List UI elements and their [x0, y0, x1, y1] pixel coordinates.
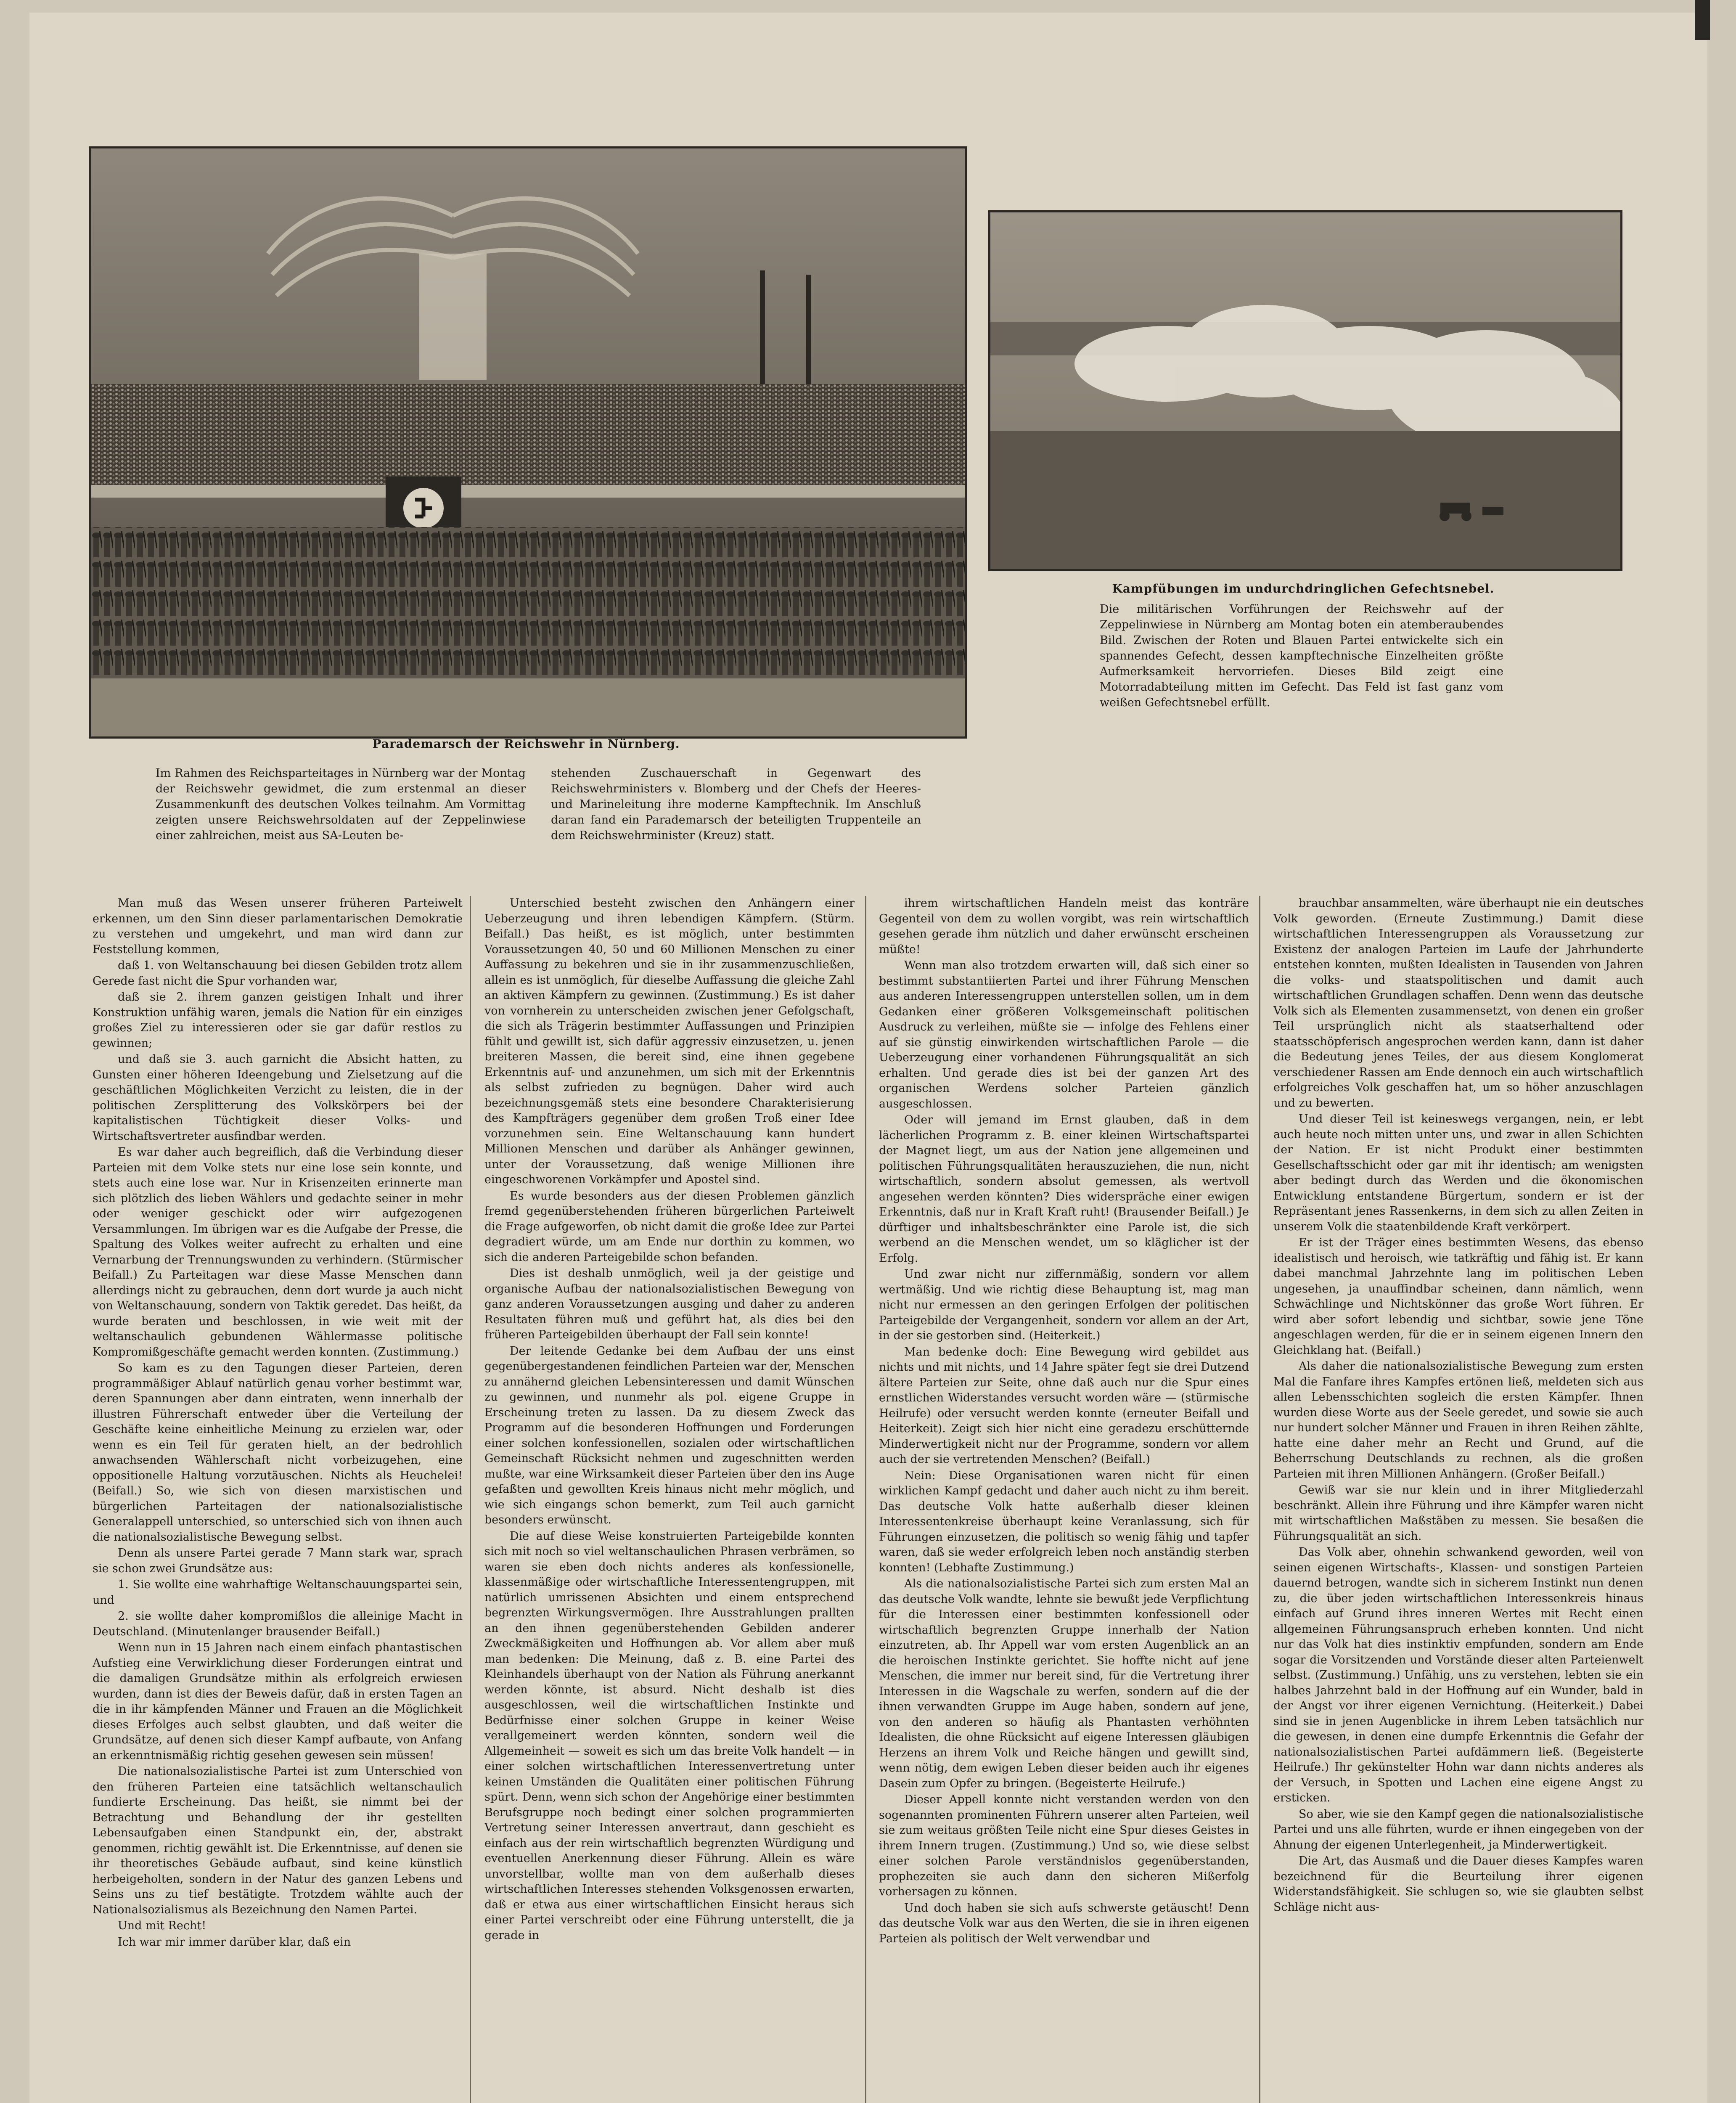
intro-text-right: stehenden Zuschauerschaft in Gegenwart des Reichswehrministers v. Blomberg und der Chefs der Heeres- und Marineleitung ihre moderne Kampftechnik. Im Anschluß daran fand ein Parademarsch der beteiligten Truppenteile an dem Reichswehrminister (Kreuz) statt.: [551, 767, 921, 842]
article-paragraph: Es war daher auch begreiflich, daß die Verbindung dieser Parteien mit dem Volke stets nur eine lose sein konnte, und stets auch eine lose war. Nur in Krisenzeiten erinnerte man sich plötzlich des lieben Wählers und gedachte seiner in mehr oder weniger geschickt oder wirr aufgezogenen Versammlungen. Im übrigen war es die Aufgabe der Presse, die Spaltung des Volkes weiter aufrecht zu erhalten und eine Vernarbung der Trennungswunden zu verhindern. (Stürmischer Beifall.) Zu Parteitagen war diese Masse Menschen dann allerdings nicht zu gebrauchen, denn dort wurde ja auch nicht von Weltanschauung, sondern von Taktik geredet. Das heißt, da wurde beraten und beschlossen, in wie weit mit der weltanschaulich gebundenen Wählermasse politische Kompromißgeschäfte gemacht werden konnten. (Zustimmung.): [93, 1146, 463, 1359]
article-paragraph: Dieser Appell konnte nicht verstanden werden von den sogenannten prominenten Führern unserer alten Parteien, weil sie zum weitaus größten Teile nicht eine Spur dieses Geistes in ihrem Innern trugen. (Zustimmung.) Und so, wie diese selbst einer solchen Parole verständnislos gegenüberstanden, prophezeiten sie auch dann den sicheren Mißerfolg vorhersagen zu können.: [879, 1793, 1249, 1898]
parade-photo: [89, 146, 967, 739]
exercise-photo: [988, 210, 1622, 571]
article-paragraph: Das Volk aber, ohnehin schwankend geworden, weil von seinen eigenen Wirtschafts-, Klassen- und sonstigen Parteien dauernd betrogen, wandte sich in sicherem Instinkt nun denen zu, die über jeden wirtschaftlichen Interessenkreis hinaus einfach auf Grund ihres inneren Wertes mit Recht einen allgemeinen Führungsanspruch erheben konnten. Und nicht nur das Volk hat dies instinktiv empfunden, sondern am Ende sogar die Vorsitzenden und Vorstände dieser alten Parteienwelt selbst. (Zustimmung.) Unfähig, uns zu verstehen, lebten sie ein halbes Jahrzehnt bald in der Hoffnung auf ein Wunder, bald in der Angst vor ihrer eigenen Vernichtung. (Heiterkeit.) Dabei sind sie in jenen Augenblicke in ihrem Leben tatsächlich nur die gewesen, in denen eine dumpfe Erkenntnis die Gefahr der nationalsozialistischen Partei aufdämmern ließ. (Begeisterte Heilrufe.) Ihr gekünstelter Hohn war dann nichts anderes als der Versuch, in Spotten und Lachen eine eigene Angst zu ersticken.: [1273, 1546, 1643, 1804]
article-paragraph: Man muß das Wesen unserer früheren Parteiwelt erkennen, um den Sinn dieser parlamentarischen Demokratie zu verstehen und umgekehrt, und man wird dann zur Feststellung kommen,: [93, 897, 463, 956]
article-paragraph: Man bedenke doch: Eine Bewegung wird gebildet aus nichts und mit nichts, und 14 Jahre später fegt sie drei Dutzend ältere Parteien zur Seite, ohne daß auch nur die Spur eines ernstlichen Widerstandes versucht worden wäre — (stürmische Heilrufe) oder versucht werden konnte (erneuter Beifall und Heiterkeit). Zeigt sich hier nicht eine geradezu erschütternde Minderwertigkeit nicht nur der Programme, sondern vor allem auch der sie vertretenden Menschen? (Beifall.): [879, 1345, 1249, 1466]
article-paragraph: Wenn nun in 15 Jahren nach einem einfach phantastischen Aufstieg eine Verwirklichung dieser Forderungen eintrat und die damaligen Grundsätze mithin als erfolgreich erwiesen wurden, dann ist dies der Beweis dafür, daß in ersten Tagen an die in ihr kämpfenden Männer und Frauen an die Möglichkeit dieses Erfolges auch selbst glaubten, und daß weiter die Grundsätze, auf denen sich dieser Kampf aufbaute, von Anfang an erkenntnismäßig richtig gesehen gewesen sein müssen!: [93, 1641, 463, 1762]
article-paragraph: Denn als unsere Partei gerade 7 Mann stark war, sprach sie schon zwei Grundsätze aus:: [93, 1547, 463, 1575]
article-column-2: [484, 896, 855, 2103]
article-paragraph: So kam es zu den Tagungen dieser Parteien, deren programmäßiger Ablauf natürlich genau vorher bestimmt war, deren Spannungen aber dann eintraten, wenn innerhalb der illustren Führerschaft entweder über die Verteilung der Geschäfte keine einheitliche Meinung zu erzielen war, oder wenn es ein Teil für geraten hielt, an der bedrohlich anwachsenden Wählerschaft nicht vorbeizugehen, eine oppositionelle Haltung vorzutäuschen. Nichts als Heuchelei! (Beifall.) So, wie sich von diesen marxistischen und bürgerlichen Parteitagen der nationalsozialistische Generalappell unterschied, so unterschied sich von ihnen auch die nationalsozialistische Bewegung selbst.: [93, 1361, 463, 1544]
article-paragraph: Gewiß war sie nur klein und in ihrer Mitgliederzahl beschränkt. Allein ihre Führung und ihre Kämpfer waren nicht mit wirtschaftlichen Maßstäben zu messen. Sie besaßen die Führungsqualität an sich.: [1273, 1483, 1643, 1543]
article-paragraph: ihrem wirtschaftlichen Handeln meist das konträre Gegenteil von dem zu wollen vorgibt, was rein wirtschaftlich gesehen gerade ihm nützlich und daher erwünscht erscheinen müßte!: [879, 897, 1249, 956]
parade-caption: Parademarsch der Reichswehr in Nürnberg.: [372, 737, 680, 751]
exercise-description: Die militärischen Vorführungen der Reichswehr auf der Zeppelinwiese in Nürnberg am Montag boten ein atemberaubendes Bild. Zwischen der Roten und Blauen Partei entwickelte sich ein spannendes Gefecht, dessen kampftechnische Einzelheiten größte Aufmerksamkeit hervorriefen. Dieses Bild zeigt eine Motorradabteilung mitten im Gefecht. Das Feld ist fast ganz vom weißen Gefechtsnebel erfüllt.: [1100, 603, 1503, 709]
article-paragraph: Dies ist deshalb unmöglich, weil ja der geistige und organische Aufbau der nationalsozialistischen Bewegung von ganz anderen Voraussetzungen ausging und daher zu anderen Resultaten führen muß und geführt hat, als dies bei den früheren Parteigebilden überhaupt der Fall sein konnte!: [484, 1267, 855, 1341]
article-paragraph: Der leitende Gedanke bei dem Aufbau der uns einst gegenübergestandenen feindlichen Parteien war der, Menschen zu annähernd gleichen Lebensinteressen und damit Wünschen zu gewinnen, und nunmehr als pol. eigene Gruppe in Erscheinung treten zu lassen. Da zu diesem Zweck das Programm auf die besonderen Hoffnungen und Forderungen einer solchen konfessionellen, sozialen oder wirtschaftlichen Gemeinschaft Rücksicht nehmen und zugeschnitten werden mußte, war eine Wirksamkeit dieser Parteien über den ins Auge gefaßten und gewollten Kreis hinaus nicht mehr möglich, und wie sich eingangs schon bemerkt, zum Teil auch garnicht besonders erwünscht.: [484, 1344, 855, 1526]
article-paragraph: Nein: Diese Organisationen waren nicht für einen wirklichen Kampf gedacht und daher auch nicht zu ihm bereit. Das deutsche Volk hatte außerhalb dieser kleinen Interessentenkreise überhaupt keine Veranlassung, sich für Führungen einzusetzen, die politisch so wenig fähig und tapfer waren, daß sie weder erfolgreich leben noch anständig sterben konnten! (Lebhafte Zustimmung.): [879, 1469, 1249, 1574]
newspaper-page: [29, 13, 1707, 2103]
exercise-caption: Kampfübungen im undurchdringlichen Gefechtsnebel.: [1112, 582, 1495, 596]
column-rule: [470, 896, 471, 2103]
column-rule: [865, 896, 866, 2103]
column-rule: [1259, 896, 1260, 2103]
article-paragraph: Die auf diese Weise konstruierten Parteigebilde konnten sich mit noch so viel weltanschaulichen Phrasen verbrämen, so waren sie eben doch nichts anderes als konfessionelle, klassenmäßige oder wirtschaftliche Interessentengruppen, mit natürlich umrissenen Absichten und einem entsprechend begrenzten Wirkungsvermögen. Ihre Ausstrahlungen prallten an den ihnen gegenüberstehenden Gebilden anderer Zweckmäßigkeiten und Hoffnungen ab. Vor allem aber muß man bedenken: Die Meinung, daß z. B. eine Partei des Kleinhandels überhaupt von der Nation als Führung anerkannt werden könnte, ist absurd. Nicht deshalb ist dies ausgeschlossen, weil die wirtschaftlichen Instinkte und Bedürfnisse einer solchen Gruppe in keiner Weise verallgemeinert werden könnten, sondern weil die Allgemeinheit — soweit es sich um das breite Volk handelt — in einer solchen wirtschaftlichen Interessenvertretung unter keinen Umständen die Qualitäten einer politischen Führung spürt. Denn, wenn sich schon der Angehörige einer bestimmten Berufsgruppe noch bedingt einer solchen programmierten Vertretung seiner Interessen anvertraut, dann geschieht es einfach aus der rein wirtschaftlich begrenzten Würdigung und eventuellen Anerkennung dieser Führung. Allein es wäre unvorstellbar, wollte man von dem außerhalb dieses wirtschaftlichen Interesses stehenden Volksgenossen erwarten, daß er etwa aus einer wirtschaftlichen Einsicht heraus sich einer Partei verschreibt oder eine Führung unterstellt, die ja gerade in: [484, 1529, 855, 1942]
article-paragraph: Oder will jemand im Ernst glauben, daß in dem lächerlichen Programm z. B. einer kleinen Wirtschaftspartei der Magnet liegt, um aus der Nation jene allgemeinen und politischen Führungsqualitäten herauszuziehen, die nun, nicht wirtschaftlich, sondern absolut gemessen, als wertvoll angesehen werden könnten? Dies widerspräche einer ewigen Erkenntnis, daß nur in Kraft Kraft ruht! (Brausender Beifall.) Je dürftiger und inhaltsbeschränkter eine Parole ist, die sich werbend an die Menschen wendet, um so kläglicher ist der Erfolg.: [879, 1113, 1249, 1265]
article-paragraph: Er ist der Träger eines bestimmten Wesens, das ebenso idealistisch und heroisch, wie tatkräftig und fähig ist. Er kann dabei manchmal Jahrzehnte lang im politischen Leben ungesehen, ja unauffindbar scheinen, dann nämlich, wenn Schwächlinge und Nichtskönner das große Wort führen. Er wird aber sofort lebendig und sichtbar, sowie jene Töne angeschlagen werden, für die er in seinem eigenen Innern den Gleichklang hat. (Beifall.): [1273, 1236, 1643, 1357]
article-paragraph: Und dieser Teil ist keineswegs vergangen, nein, er lebt auch heute noch mitten unter uns, und zwar in allen Schichten der Nation. Er ist nicht Produkt einer bestimmten Gesellschaftsschicht oder gar mit ihr identisch; am wenigsten aber bedingt durch das Werden und die ökonomischen Entwicklung entstandene Bürgertum, sondern er ist der Repräsentant jenes Rassenkerns, in dem sich zu allen Zeiten in unserem Volk die staatenbildende Kraft verkörpert.: [1273, 1112, 1643, 1233]
page-edge-mark: [1695, 0, 1710, 40]
article-paragraph: Wenn man also trotzdem erwarten will, daß sich einer so bestimmt substantiierten Partei und ihrer Führung Menschen aus anderen Interessengruppen unterstellen sollen, um in dem Gedanken einer größeren Volksgemeinschaft politischen Ausdruck zu verleihen, müßte sie — infolge des Fehlens einer auf sie günstig einwirkenden wirtschaftlichen Parole — die Ueberzeugung einer vorhandenen Führungsqualität an sich erhalten. Und gerade dies ist bei der ganzen Art des organischen Werdens solcher Parteien gänzlich ausgeschlossen.: [879, 959, 1249, 1110]
article-paragraph: So aber, wie sie den Kampf gegen die nationalsozialistische Partei und uns alle führten, wurde er ihnen eingegeben von der Ahnung der eigenen Unterlegenheit, ja Minderwertigkeit.: [1273, 1807, 1643, 1851]
article-paragraph: Die nationalsozialistische Partei ist zum Unterschied von den früheren Parteien eine tatsächlich weltanschaulich fundierte Erscheinung. Das heißt, sie nimmt bei der Betrachtung und Behandlung der ihr gestellten Lebensaufgaben einen Standpunkt ein, der, abstrakt genommen, richtig gewählt ist. Die Erkenntnisse, auf denen sie ihr theoretisches Gebäude aufbaut, sind keine künstlich herbeigeholten, sondern in der Natur des ganzen Lebens und Seins uns zu tief bestätigte. Trotzdem wählte auch der Nationalsozialismus als Bezeichnung den Namen Partei.: [93, 1765, 463, 1916]
article-paragraph: Als die nationalsozialistische Partei sich zum ersten Mal an das deutsche Volk wandte, lehnte sie bewußt jede Verpflichtung für die Interessen einer bestimmten konfessionell oder wirtschaftlich begrenzten Gruppe innerhalb der Nation einzutreten, ab. Ihr Appell war vom ersten Augenblick an an die heroischen Instinkte gerichtet. Sie hoffte nicht auf jene Menschen, die immer nur bereit sind, für die Vertretung ihrer Interessen in die Wagschale zu werfen, sondern auf die der ihnen verwandten Gruppe im Auge haben, sondern auf jene, von den anderen so häufig als Phantasten verhöhnten Idealisten, die ohne Rücksicht auf eigene Interessen gläubigen Herzens an ihrem Volk und Reiche hängen und gewillt sind, wenn nötig, dem ewigen Leben dieser beiden auch ihr eigenes Dasein zum Opfer zu bringen. (Begeisterte Heilrufe.): [879, 1577, 1249, 1790]
article-paragraph: brauchbar ansammelten, wäre überhaupt nie ein deutsches Volk geworden. (Erneute Zustimmung.) Damit diese wirtschaftlichen Interessengruppen als Voraussetzung zur Existenz der analogen Parteien im Laufe der Jahrhunderte entstehen konnten, mußten Idealisten in Tausenden von Jahren die volks- und staatspolitischen und damit auch wirtschaftlichen Grundlagen schaffen. Denn wenn das deutsche Volk sich als Elementen zusammensetzt, von denen ein großer Teil ursprünglich nicht als staatserhaltend oder staatsschöpferisch angesprochen werden kann, dann ist daher die Bedeutung jenes Teiles, der aus diesem Konglomerat verschiedener Rassen am Ende dennoch ein auch wirtschaftlich erfolgreiches Volk geschaffen hat, um so höher anzuschlagen und zu bewerten.: [1273, 897, 1643, 1110]
article-paragraph: Es wurde besonders aus der diesen Problemen gänzlich fremd gegenüberstehenden früheren bürgerlichen Parteiwelt die Frage aufgeworfen, ob nicht damit die große Idee zur Partei degradiert würde, um am Ende nur dorthin zu kommen, wo sich die anderen Parteigebilde schon befanden.: [484, 1189, 855, 1264]
article-paragraph: Und zwar nicht nur ziffernmäßig, sondern vor allem wertmäßig. Und wie richtig diese Behauptung ist, mag man nicht nur ermessen an den geringen Erfolgen der politischen Parteigebilde der Vergangenheit, sondern vor allem an der Art, in der sie gestorben sind. (Heiterkeit.): [879, 1268, 1249, 1342]
article-paragraph: und daß sie 3. auch garnicht die Absicht hatten, zu Gunsten einer höheren Ideengebung und Zielsetzung auf die geschäftlichen Möglichkeiten Verzicht zu leisten, die in der politischen Zersplitterung des Volkskörpers bei der kapitalistischen Tüchtigkeit dieser Volks- und Wirtschaftsvertreter ausfindbar werden.: [93, 1053, 463, 1143]
intro-text-left: Im Rahmen des Reichsparteitages in Nürnberg war der Montag der Reichswehr gewidmet, die zum erstenmal an dieser Zusammenkunft des deutschen Volkes teilnahm. Am Vormittag zeigten unsere Reichswehrsoldaten auf der Zeppelinwiese einer zahlreichen, meist aus SA-Leuten be-: [156, 767, 526, 842]
article-paragraph: 1. Sie wollte eine wahrhaftige Weltanschauungspartei sein, und: [93, 1578, 463, 1607]
article-paragraph: Als daher die nationalsozialistische Bewegung zum ersten Mal die Fanfare ihres Kampfes ertönen ließ, meldeten sich aus allen Lebensschichten sogleich die ersten Kämpfer. Ihnen wurden diese Worte aus der Seele geredet, und sowie sie auch nur hundert solcher Männer und Frauen in ihren Reihen zählte, hatte eine daher mehr an Recht und Grund, auf die Beherrschung Deutschlands zu rechnen, als die großen Parteien mit ihren Millionen Anhängern. (Großer Beifall.): [1273, 1360, 1643, 1481]
article-paragraph: Unterschied besteht zwischen den Anhängern einer Ueberzeugung und ihren lebendigen Kämpfern. (Stürm. Beifall.) Das heißt, es ist möglich, unter bestimmten Voraussetzungen 40, 50 und 60 Millionen Menschen zu einer Auffassung zu bekehren und sie in ihr zusammenzuschließen, allein es ist unmöglich, für dieselbe Auffassung die gleiche Zahl an aktiven Kämpfern zu gewinnen. (Zustimmung.) Es ist daher von vornherein zu unterscheiden zwischen jener Gefolgschaft, die sich als Trägerin bestimmter Auffassungen und Prinzipien fühlt und gewillt ist, sich dafür aggressiv einzusetzen, u. jenen breiteren Massen, die bereit sind, eine ihnen gegebene Erkenntnis auf- und anzunehmen, um sich mit der Erkenntnis als selbst zufrieden zu begnügen. Daher wird auch bezeichnungsgemäß stets eine besondere Charakterisierung des Kampfträgers gegenüber dem großen Troß einer Idee vorzunehmen sein. Eine Weltanschauung kann hundert Millionen Menschen und darüber als Anhänger gewinnen, unter der Voraussetzung, daß wenige Millionen ihre eingeschworenen Vorkämpfer und Apostel sind.: [484, 897, 855, 1186]
article-paragraph: Ich war mir immer darüber klar, daß ein: [118, 1935, 351, 1949]
article-paragraph: Und doch haben sie sich aufs schwerste getäuscht! Denn das deutsche Volk war aus den Werten, die sie in ihren eigenen Parteien als politisch der Welt verwendbar und: [879, 1901, 1249, 1945]
article-paragraph: Die Art, das Ausmaß und die Dauer dieses Kampfes waren bezeichnend für die Beurteilung ihrer eigenen Widerstandsfähigkeit. Sie schlugen so, wie sie glaubten selbst Schläge nicht aus-: [1273, 1854, 1643, 1914]
article-paragraph: 2. sie wollte daher kompromißlos die alleinige Macht in Deutschland. (Minutenlanger brausender Beifall.): [93, 1610, 463, 1638]
article-column-1: [93, 896, 463, 2103]
article-paragraph: daß 1. von Weltanschauung bei diesen Gebilden trotz allem Gerede fast nicht die Spur vorhanden war,: [93, 959, 463, 988]
article-column-3: [879, 896, 1249, 2103]
article-column-4: [1273, 896, 1643, 2103]
article-paragraph: daß sie 2. ihrem ganzen geistigen Inhalt und ihrer Konstruktion unfähig waren, jemals die Nation für ein einziges großes Ziel zu interessieren oder sie gar dafür restlos zu gewinnen;: [93, 991, 463, 1050]
article-paragraph: Und mit Recht!: [118, 1919, 206, 1932]
